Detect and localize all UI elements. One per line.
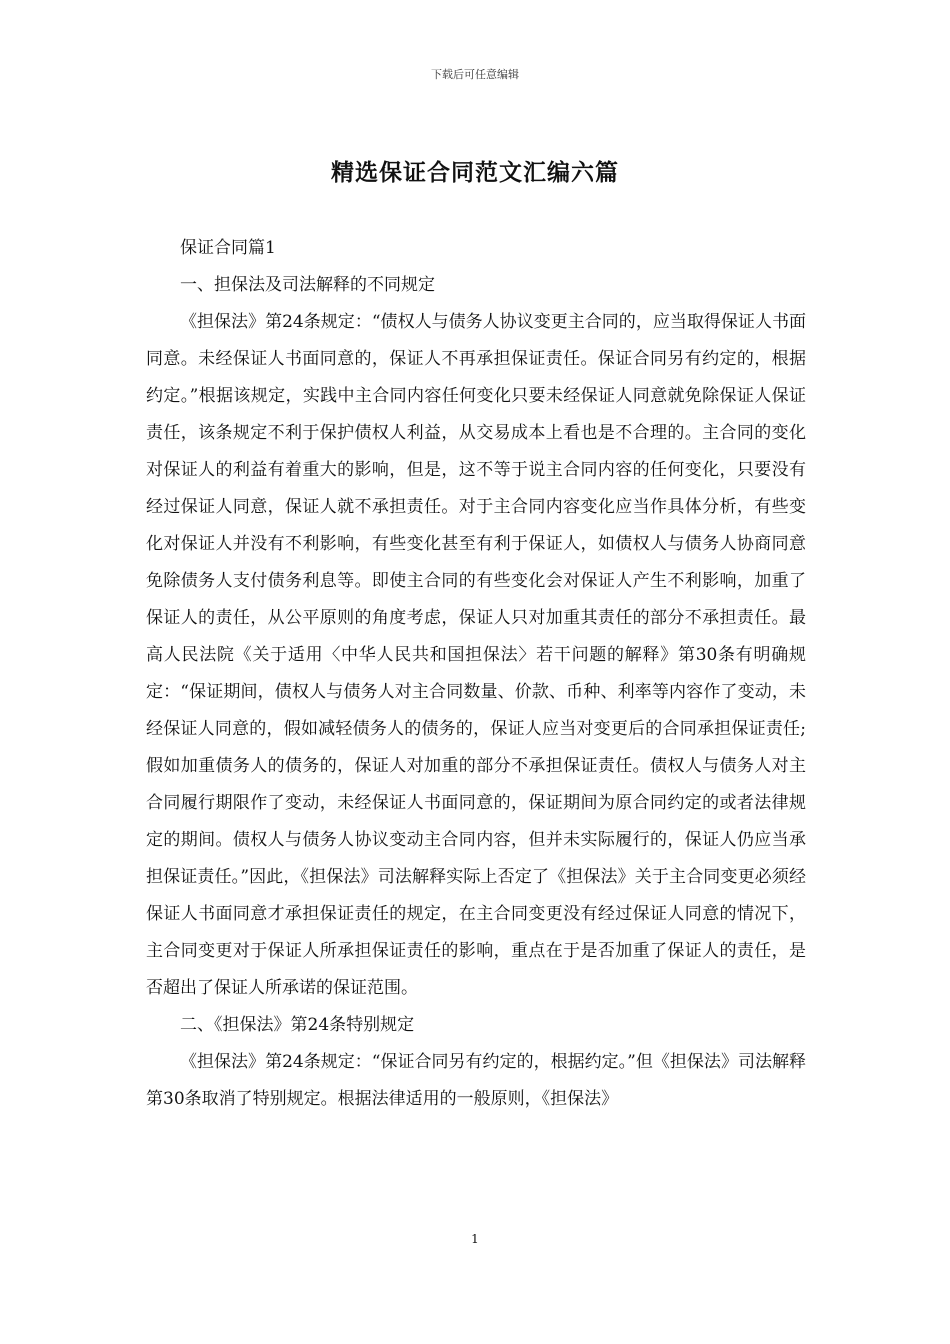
document-body <box>146 230 806 1118</box>
page-number: 1 <box>471 1232 479 1246</box>
header-note: 下载后可任意编辑 <box>431 68 519 81</box>
body-paragraph: 《担保法》第24条规定：“保证合同另有约定的，根据约定。”但《担保法》司法解释第30条取消了特别规定。根据法律适用的一般原则，《担保法》 <box>146 1052 806 1109</box>
body-paragraph: 《担保法》第24条规定：“债权人与债务人协议变更主合同的，应当取得保证人书面同意。未经保证人书面同意的，保证人不再承担保证责任。保证合同另有约定的，根据约定。”根据该规定，实践中主合同内容任何变化只要未经保证人同意就免除保证人保证责任，该条规定不利于保护债权人利益，从交易成本上看也是不合理的。主合同的变化对保证人的利益有着重大的影响，但是，这不等于说主合同内容的任何变化，只要没有经过保证人同意，保证人就不承担责任。对于主合同内容变化应当作具体分析，有些变化对保证人并没有不利影响，有些变化甚至有利于保证人，如债权人与债务人协商同意免除债务人支付债务利息等。即使主合同的有些变化会对保证人产生不利影响，加重了保证人的责任，从公平原则的角度考虑，保证人只对加重其责任的部分不承担责任。最高人民法院《关于适用〈中华人民共和国担保法〉若干问题的解释》第30条有明确规定：“保证期间，债权人与债务人对主合同数量、价款、币种、利率等内容作了变动，未经保证人同意的，假如减轻债务人的债务的，保证人应当对变更后的合同承担保证责任;假如加重债务人的债务的，保证人对加重的部分不承担保证责任。债权人与债务人对主合同履行期限作了变动，未经保证人书面同意的，保证期间为原合同约定的或者法律规定的期间。债权人与债务人协议变动主合同内容，但并未实际履行的，保证人仍应当承担保证责任。”因此，《担保法》司法解释实际上否定了《担保法》关于主合同变更必须经保证人书面同意才承担保证责任的规定，在主合同变更没有经过保证人同意的情况下，主合同变更对于保证人所承担保证责任的影响，重点在于是否加重了保证人的责任，是否超出了保证人所承诺的保证范围。 <box>146 312 806 998</box>
subsection-heading: 二、《担保法》第24条特别规定 <box>180 1015 415 1035</box>
section-heading: 保证合同篇1 <box>180 238 276 258</box>
document-title: 精选保证合同范文汇编六篇 <box>331 159 619 186</box>
subsection-heading: 一、担保法及司法解释的不同规定 <box>180 275 435 295</box>
